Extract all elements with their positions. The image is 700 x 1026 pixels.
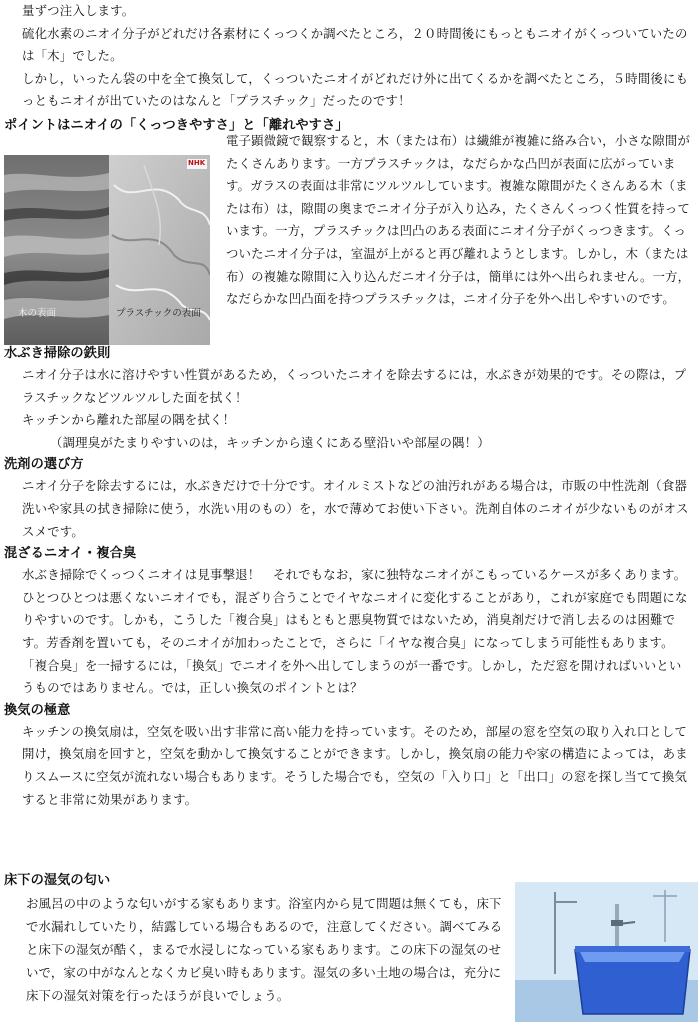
mixed-paragraph-3: 「複合臭」を一掃するには，「換気」でニオイを外へ出してしまうのが一番です。しかし，ただ窓を開ければいいというものではありません。では，正しい換気のポイントとは？ xyxy=(22,657,682,696)
badge-nhk: NHK xyxy=(188,159,206,167)
ventilation-paragraph: キッチンの換気扇は，空気を吸い出す非常に高い能力を持っています。そのため，部屋の窓を空気の取り入れ口として開け，換気扇を回すと，空気を動かして換気することができます。しかし，換気扇の能力や家の構造によっては，あまりスムースに空気が流れない場合もあります。そうした場合でも，空気の「入り口」と「出口」の窓を探し当てて換気すると非常に効果があります。 xyxy=(22,723,688,807)
bathtub-image xyxy=(515,882,698,1022)
bathroom-illustration xyxy=(515,882,698,1022)
section-heading-point: ポイントはニオイの「くっつきやすさ」と「離れやすさ」 xyxy=(4,118,349,133)
water-paragraph-2: キッチンから離れた部屋の隅を拭く！ xyxy=(22,412,236,428)
middle-sections xyxy=(0,343,700,811)
water-paragraph-1: ニオイ分子は水に溶けやすい性質があるため，くっついたニオイを除去するには，水ぶきが効果的です。その際は，プラスチックなどツルツルした面を拭く！ xyxy=(22,367,687,405)
section-heading-mixed: 混ざるニオイ・複合臭 xyxy=(4,546,137,562)
section-point-body xyxy=(226,130,698,311)
section-point-paragraph: 電子顕微鏡で観察すると，木（または布）は繊維が複雑に絡み合い，小さな隙間がたくさんあります。一方プラスチックは，なだらかな凸凹が表面に広がっています。ガラスの表面は非常にツルツルしています。複雑な隙間がたくさんある木（または布）は，隙間の奥までニオイ分子が入り込み，たくさんくっつく性質を持っています。一方，プラスチックは凹凸のある表面にニオイ分子がくっつきます。くっついたニオイ分子は，室温が上がると再び離れようとします。しかし，木（または布）の複雑な隙間に入り込んだニオイ分子は，簡単には外へ出られません。一方，なだらかな凹凸面を持つプラスチックは，ニオイ分子を外へ出しやすいのです。 xyxy=(226,133,691,307)
mixed-paragraph-2: ひとつひとつは悪くないニオイでも，混ざり合うことでイヤなニオイに変化することがあり，これが家庭でも問題になりやすいのです。しかも，こうした「複合臭」はもともと悪臭物質ではないため，消臭剤だけで消し去るのは困難です。芳香剤を置いても，そのニオイが加わったことで，さらに「イヤな複合臭」になってしまう可能性もあります。 xyxy=(22,589,688,650)
intro-paragraph-2: 硫化水素のニオイ分子がどれだけ各素材にくっつくか調べたところ，２０時間後にもっともニオイがくっついていたのは「木」でした。 xyxy=(22,25,688,64)
section-heading-floor: 床下の湿気の匂い xyxy=(4,873,111,888)
label-plastic-surface: プラスチックの表面 xyxy=(116,308,201,319)
floor-body xyxy=(26,892,508,1007)
detergent-paragraph: ニオイ分子を除去するには，水ぶきだけで十分です。オイルミストなどの油汚れがある場合は，市販の中性洗剤（食器洗いや家具の拭き掃除に使う，水洗い用のもの）を，水で薄めてお使い下さい。洗剤自体のニオイが少ないものがオススメです。 xyxy=(22,478,689,539)
water-note: （調理臭がたまりやすいのは，キッチンから遠くにある壁沿いや部屋の隅！） xyxy=(50,434,490,450)
microscope-figure xyxy=(4,155,210,345)
mixed-paragraph-1: 水ぶき掃除でくっつくニオイは見事撃退！ それでもなお，家に独特なニオイがこもっているケースが多くあります。 xyxy=(22,567,687,583)
section-heading-ventilation: 換気の極意 xyxy=(4,702,71,718)
label-wood-surface: 木の表面 xyxy=(18,308,57,319)
section-heading-detergent: 洗剤の選び方 xyxy=(4,457,84,473)
section-heading-water: 水ぶき掃除の鉄則 xyxy=(4,346,111,361)
floor-paragraph: お風呂の中のような匂いがする家もあります。浴室内から見て問題は無くても，床下で水漏れしていたり，結露している場合もあるので，注意してください。調べてみると床下の湿気が酷く，まるで水浸しになっている家もあります。この床下の湿気のせいで，家の中がなんとなくカビ臭い時もあります。湿気の多い土地の場合は，充分に床下の湿気対策を行ったほうが良いでしょう。 xyxy=(26,896,503,1003)
intro-paragraph-1: 量ずつ注入します。 xyxy=(22,3,135,18)
intro-paragraph-3: しかし，いったん袋の中を全て換気して，くっついたニオイがどれだけ外に出てくるかを調べたところ，５時間後にもっともニオイが出ていたのはなんと「プラスチック」だったのです！ xyxy=(22,70,689,109)
intro-block xyxy=(0,0,700,113)
